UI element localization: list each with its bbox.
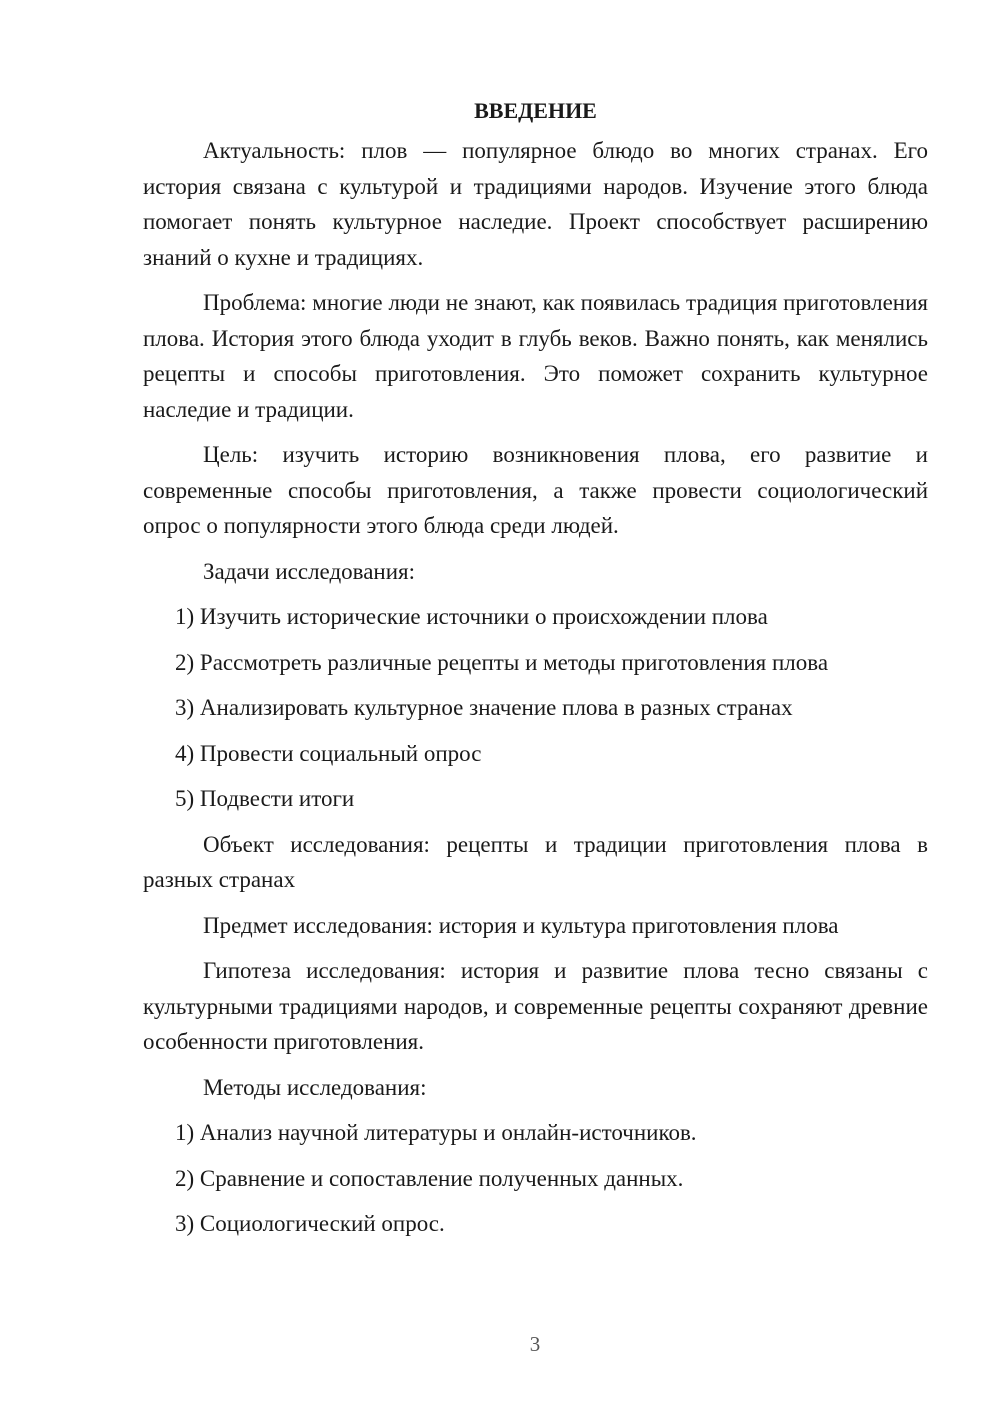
section-title: ВВЕДЕНИЕ: [474, 98, 597, 123]
goal-paragraph: Цель: изучить историю возникновения плова, его развитие и современные способы приготовления, а также провести социологический опрос о популярности этого блюда среди людей.: [143, 442, 928, 538]
hypothesis-paragraph: Гипотеза исследования: история и развитие плова тесно связаны с культурными традициями народов, и современные рецепты сохраняют древние особенности приготовления.: [143, 958, 928, 1054]
method-item: 2) Сравнение и сопоставление полученных данных.: [175, 1165, 684, 1191]
task-item: 5) Подвести итоги: [175, 786, 355, 811]
method-item: 3) Социологический опрос.: [175, 1211, 445, 1236]
methods-list: [143, 1115, 928, 1242]
task-item: 3) Анализировать культурное значение плова в разных странах: [175, 695, 793, 720]
tasks-list: [143, 599, 928, 817]
relevance-paragraph: Актуальность: плов — популярное блюдо во многих странах. Его история связана с культурой и традициями народов. Изучение этого блюда помогает понять культурное наследие. Проект способствует расширению знаний о кухне и традициях.: [143, 138, 928, 270]
page-content: [143, 93, 928, 1252]
tasks-heading: Задачи исследования:: [203, 558, 416, 584]
subject-paragraph: Предмет исследования: история и культура приготовления плова: [203, 912, 839, 938]
method-item: 1) Анализ научной литературы и онлайн-источников.: [175, 1120, 697, 1145]
task-item: 4) Провести социальный опрос: [175, 740, 482, 766]
task-item: 2) Рассмотреть различные рецепты и методы приготовления плова: [175, 649, 829, 675]
task-item: 1) Изучить исторические источники о происхождении плова: [175, 604, 768, 629]
page-number: 3: [529, 1332, 541, 1356]
problem-paragraph: Проблема: многие люди не знают, как появилась традиция приготовления плова. История этого блюда уходит в глубь веков. Важно понять, как менялись рецепты и способы приготовления. Это поможет сохранить культурное наследие и традиции.: [143, 290, 928, 422]
methods-heading: Методы исследования:: [203, 1074, 427, 1100]
object-paragraph: Объект исследования: рецепты и традиции приготовления плова в разных странах: [143, 831, 928, 892]
